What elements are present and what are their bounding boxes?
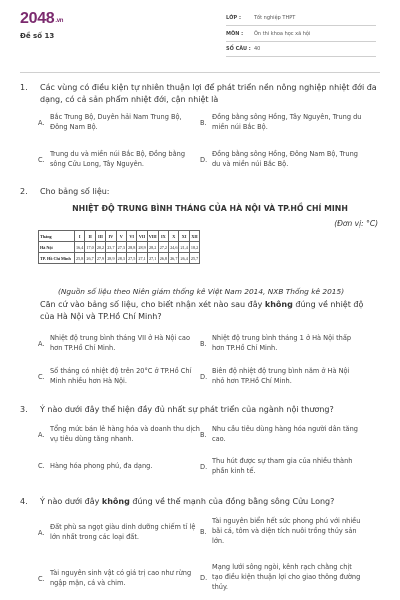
table-cell: 27,2	[158, 242, 168, 253]
table-cell: 28,9	[137, 242, 147, 253]
table-cell: 21,4	[179, 242, 189, 253]
question-emphasis: không	[101, 497, 130, 506]
meta-subject	[226, 27, 376, 42]
option-text: Mạng lưới sông ngòi, kênh rạch chằng chịt tạo điều kiện thuận lợi cho giao thông đường thủy.	[212, 563, 361, 591]
option-letter: A.	[38, 119, 45, 127]
month-header: XI	[179, 231, 189, 242]
option-text: Đồng bằng sông Hồng, Đông Nam Bộ, Trung du và miền núi Bắc Bộ.	[212, 150, 358, 168]
option-text: Số tháng có nhiệt độ trên 20°C ở TP.Hồ Chí Minh nhiều hơn Hà Nội.	[50, 367, 192, 385]
table-cell: 27,5	[126, 253, 136, 264]
meta-count-value: 40	[254, 46, 261, 52]
month-header: IX	[158, 231, 168, 242]
option-letter: D.	[200, 574, 208, 582]
table-cell: 27,1	[147, 253, 158, 264]
table-cell: 25,8	[75, 253, 85, 264]
table-cell: 27,9	[95, 253, 105, 264]
table-cell: 26,8	[158, 253, 168, 264]
table-corner: Tháng	[39, 231, 75, 242]
table-row	[39, 242, 200, 253]
option-letter: C.	[38, 156, 45, 164]
option-letter: B.	[200, 340, 207, 348]
month-header: XII	[189, 231, 199, 242]
question-text: Ý nào dưới đây thể hiện đầy đủ nhất sự phát triển của ngành nội thương?	[40, 405, 334, 414]
option-letter: D.	[200, 156, 208, 164]
option-letter: A.	[38, 529, 45, 537]
exam-number: Đề số 13	[20, 32, 55, 40]
exam-header	[0, 0, 400, 75]
month-header: IV	[106, 231, 116, 242]
question-number: 3.	[20, 405, 28, 414]
meta-grade-value: Tốt nghiệp THPT	[254, 15, 296, 21]
month-header: X	[169, 231, 179, 242]
month-header: V	[116, 231, 126, 242]
prompt-text: Căn cứ vào bảng số liệu, cho biết nhận xét nào sau đây	[40, 300, 265, 309]
table-cell: 27,1	[137, 253, 147, 264]
option-text: Thu hút được sự tham gia của nhiều thành phần kinh tế.	[212, 457, 353, 475]
meta-count	[226, 42, 376, 57]
option-letter: C.	[38, 373, 45, 381]
table-cell: 26,7	[169, 253, 179, 264]
option-letter: C.	[38, 462, 45, 470]
option-text: Trung du và miền núi Bắc Bộ, Đồng bằng sông Cửu Long, Tây Nguyên.	[50, 150, 186, 168]
option-letter: D.	[200, 373, 208, 381]
month-header: III	[95, 231, 105, 242]
table-cell: 23,7	[106, 242, 116, 253]
option-text: Tổng mức bán lẻ hàng hóa và doanh thu dịch vụ tiêu dùng tăng nhanh.	[50, 425, 200, 443]
table-cell: 25,7	[189, 253, 199, 264]
month-header: VIII	[147, 231, 158, 242]
option-text: Biên độ nhiệt độ trung bình năm ở Hà Nội nhỏ hơn TP.Hồ Chí Minh.	[212, 367, 350, 385]
prompt-text: đúng về nhiệt độ của Hà Nội và TP.Hồ Chí Minh?	[40, 300, 364, 321]
table-cell: 20,2	[95, 242, 105, 253]
table-cell: 18,2	[189, 242, 199, 253]
table-unit: (Đơn vị: °C)	[334, 219, 378, 228]
question-text-part: Ý nào dưới đây	[40, 497, 102, 506]
row-label: TP. Hồ Chí Minh	[39, 253, 75, 264]
row-label: Hà Nội	[39, 242, 75, 253]
month-header: II	[85, 231, 95, 242]
option-text: Bắc Trung Bộ, Duyên hải Nam Trung Bộ, Đông Nam Bộ.	[50, 113, 182, 131]
table-cell: 16,4	[75, 242, 85, 253]
prompt-emphasis: không	[264, 300, 293, 309]
header-divider	[20, 72, 380, 73]
question-number: 4.	[20, 497, 28, 506]
option-text: Đất phù sa ngọt giàu dinh dưỡng chiếm tỉ lệ lớn nhất trong các loại đất.	[50, 523, 196, 541]
question-number: 2.	[20, 187, 28, 196]
table-title: NHIỆT ĐỘ TRUNG BÌNH THÁNG CỦA HÀ NỘI VÀ TP.HỒ CHÍ MINH	[72, 204, 348, 213]
meta-grade	[226, 11, 376, 26]
option-letter: D.	[200, 463, 208, 471]
question-2-prompt	[40, 299, 380, 323]
question-text-part: đúng về thế mạnh của đồng bằng sông Cửu Long?	[129, 497, 335, 506]
table-cell: 17,0	[85, 242, 95, 253]
option-letter: B.	[200, 528, 207, 536]
question-text: Các vùng có điều kiện tự nhiên thuận lợi để phát triển nền nông nghiệp nhiệt đới đa dạng, có cả sản phẩm nhiệt đới, cận nhiệt là	[40, 83, 377, 104]
month-header: VI	[126, 231, 136, 242]
table-cell: 27,3	[116, 242, 126, 253]
table-cell: 24,6	[169, 242, 179, 253]
option-letter: B.	[200, 431, 207, 439]
temperature-table	[38, 230, 200, 264]
option-text: Đồng bằng sông Hồng, Tây Nguyên, Trung du miền núi Bắc Bộ.	[212, 113, 362, 131]
meta-subject-key: MÔN :	[226, 31, 244, 37]
table-cell: 28,2	[147, 242, 158, 253]
logo-suffix: .vn	[55, 18, 64, 24]
table-source: (Nguồn số liệu theo Niên giám thống kê Việt Nam 2014, NXB Thống kê 2015)	[58, 287, 345, 296]
meta-grade-key: LỚP :	[226, 15, 241, 21]
option-letter: A.	[38, 340, 45, 348]
option-text: Nhu cầu tiêu dùng hàng hóa người dân tăng cao.	[212, 425, 358, 443]
option-letter: A.	[38, 431, 45, 439]
table-row	[39, 253, 200, 264]
option-text: Tài nguyên sinh vật có giá trị cao như rừng ngập mặn, cá và chim.	[50, 569, 192, 587]
month-header: VII	[137, 231, 147, 242]
option-text: Nhiệt độ trung bình tháng VII ở Hà Nội cao hơn TP.Hồ Chí Minh.	[50, 334, 190, 352]
option-letter: B.	[200, 119, 207, 127]
meta-count-key: SỐ CÂU :	[226, 46, 251, 52]
option-text: Nhiệt độ trung bình tháng 1 ở Hà Nội thấp hơn TP.Hồ Chí Minh.	[212, 334, 352, 352]
meta-subject-value: Ôn thi khoa học xã hội	[254, 31, 311, 37]
question-text: Cho bảng số liệu:	[40, 187, 110, 196]
question-number: 1.	[20, 83, 28, 92]
logo-text: 2048	[20, 10, 55, 27]
month-header: I	[75, 231, 85, 242]
table-cell: 28,3	[116, 253, 126, 264]
option-letter: C.	[38, 575, 45, 583]
option-text: Tài nguyên biển hết sức phong phú với nhiều bãi cá, tôm và diện tích nuôi trồng thủy sản lớn.	[212, 517, 361, 545]
table-cell: 28,8	[126, 242, 136, 253]
table-cell: 26,4	[179, 253, 189, 264]
question-text	[40, 496, 380, 508]
site-logo[interactable]	[20, 10, 63, 28]
option-text: Hàng hóa phong phú, đa dạng.	[50, 462, 153, 470]
table-cell: 28,9	[106, 253, 116, 264]
table-header-row	[39, 231, 200, 242]
table-cell: 26,7	[85, 253, 95, 264]
